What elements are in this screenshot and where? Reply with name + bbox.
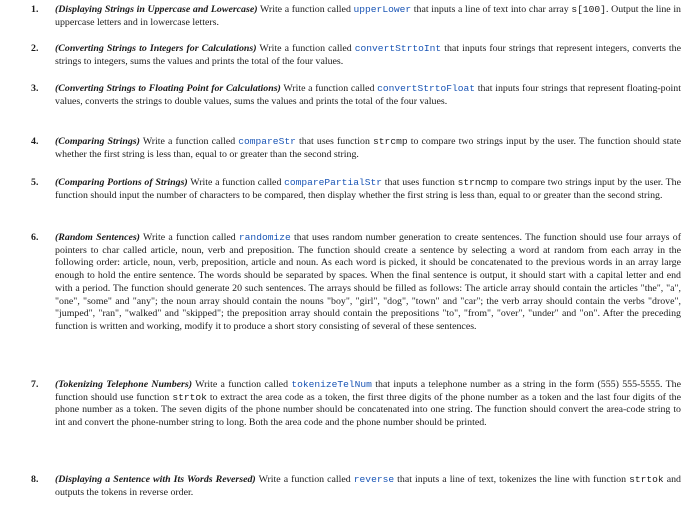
- exercise-text: [55, 43, 681, 68]
- exercise-description: and outputs the tokens in reverse order.: [55, 474, 681, 498]
- exercise-description: Write a function called: [257, 4, 354, 15]
- exercise-title: (Comparing Strings): [55, 136, 140, 147]
- exercise-number: 8.: [31, 474, 39, 485]
- exercise-description: to compare two strings input by the user. The function should input the number of characters to be compared, then display whether the first string is less than, equal to or greater than the second string.: [55, 177, 681, 201]
- exercise-description: that inputs four strings that represent floating-point values, converts the strings to double values, sums the values and prints the total of the four values.: [55, 83, 681, 107]
- exercise-title: (Displaying Strings in Uppercase and Lowercase): [55, 4, 258, 15]
- exercise-description: that inputs a telephone number as a string in the form (555) 555-5555. The function should use function: [55, 379, 681, 403]
- exercise-item: [31, 83, 681, 108]
- exercise-number: 1.: [31, 4, 39, 15]
- exercise-description: Write a function called: [256, 43, 355, 54]
- exercise-description: that inputs a line of text, tokenizes the line with function: [394, 474, 630, 485]
- exercise-description: to compare two strings input by the user. The function should state whether the first string is less than, equal to or greater than the second string.: [55, 136, 681, 160]
- function-name: convertStrtoInt: [354, 43, 442, 54]
- exercise-item: [31, 379, 681, 430]
- function-name: compareStr: [238, 136, 296, 147]
- code-token: s[100]: [571, 4, 606, 15]
- exercise-description: Write a function called: [139, 232, 239, 243]
- exercise-number: 5.: [31, 177, 39, 188]
- exercise-description: that inputs four strings that represent integers, converts the strings to integers, sums the values and prints the total of the four values.: [55, 43, 682, 67]
- exercise-text: [55, 4, 681, 29]
- exercise-number: 2.: [31, 43, 39, 54]
- exercise-description: Write a function called: [255, 474, 354, 485]
- code-token: strtok: [629, 474, 664, 485]
- exercise-item: [31, 177, 681, 202]
- exercise-item: [31, 474, 681, 499]
- exercise-text: [55, 379, 681, 430]
- function-name: convertStrtoFloat: [377, 83, 476, 94]
- exercise-description: Write a function called: [139, 136, 239, 147]
- code-token: strcmp: [373, 136, 408, 147]
- exercise-description: that uses random number generation to create sentences. The function should use four arrays of pointers to char called article, noun, verb and preposition. The function should create a sentence by selecting a word at random from each array in the following order: article, noun, verb, preposition, article and noun. As each word is picked, it should be concatenated to the previous words in an array large enough to hold the entire sentence. The words should be separated by spaces. When the final sentence is output, it should start with a capital letter and end with a period. The function should generate 20 such sentences. The arrays should be filled as follows: The article array should contain the articles "the", "a", "one", "some" and "any"; the noun array should contain the nouns "boy", "girl", "dog", "town" and "car"; the verb array should contain the verbs "drove", "jumped", "ran", "walked" and "skipped"; the preposition array should contain the prepositions "to", "from", "over", "under" and "on". After the preceding function is written and working, modify it to produce a short story consisting of several of these sentences.: [55, 232, 681, 332]
- exercise-title: (Random Sentences): [55, 232, 140, 243]
- exercise-item: [31, 43, 681, 68]
- function-name: comparePartialStr: [284, 177, 382, 188]
- exercise-text: [55, 474, 681, 499]
- exercise-text: [55, 177, 681, 202]
- exercise-description: Write a function called: [192, 379, 292, 390]
- exercise-title: (Tokenizing Telephone Numbers): [55, 379, 193, 390]
- exercise-description: Write a function called: [187, 177, 285, 188]
- exercise-description: Write a function called: [280, 83, 378, 94]
- exercise-text: [55, 83, 681, 108]
- function-name: upperLower: [353, 4, 412, 15]
- exercise-item: [31, 136, 681, 161]
- exercise-number: 4.: [31, 136, 39, 147]
- exercise-number: 6.: [31, 232, 39, 243]
- exercise-title: (Displaying a Sentence with Its Words Reversed): [55, 474, 256, 485]
- exercise-number: 3.: [31, 83, 39, 94]
- code-token: strncmp: [457, 177, 498, 188]
- exercise-description: that inputs a line of text into char array: [411, 4, 572, 15]
- function-name: reverse: [353, 474, 395, 485]
- function-name: randomize: [238, 232, 291, 243]
- exercise-item: [31, 4, 681, 29]
- exercise-description: that uses function: [295, 136, 374, 147]
- code-token: strtok: [172, 391, 207, 403]
- exercise-text: [55, 136, 681, 161]
- exercise-description: to extract the area code as a token, the first three digits of the phone number as a token and the last four digits of the phone number as a token. The seven digits of the phone number should be concatenated into one string. The function should convert the area-code string to int and convert the phone-number string to long. Both the area code and the phone number should be printed.: [55, 391, 681, 429]
- exercise-title: (Converting Strings to Floating Point for Calculations): [55, 83, 281, 94]
- exercise-title: (Converting Strings to Integers for Calculations): [55, 43, 257, 54]
- function-name: tokenizeTelNum: [291, 379, 372, 390]
- exercise-number: 7.: [31, 379, 39, 390]
- exercise-description: that uses function: [381, 177, 458, 188]
- exercise-item: [31, 232, 681, 334]
- exercise-title: (Comparing Portions of Strings): [55, 177, 188, 188]
- exercise-description: . Output the line in uppercase letters and in lowercase letters.: [55, 4, 681, 28]
- exercise-text: [55, 232, 681, 334]
